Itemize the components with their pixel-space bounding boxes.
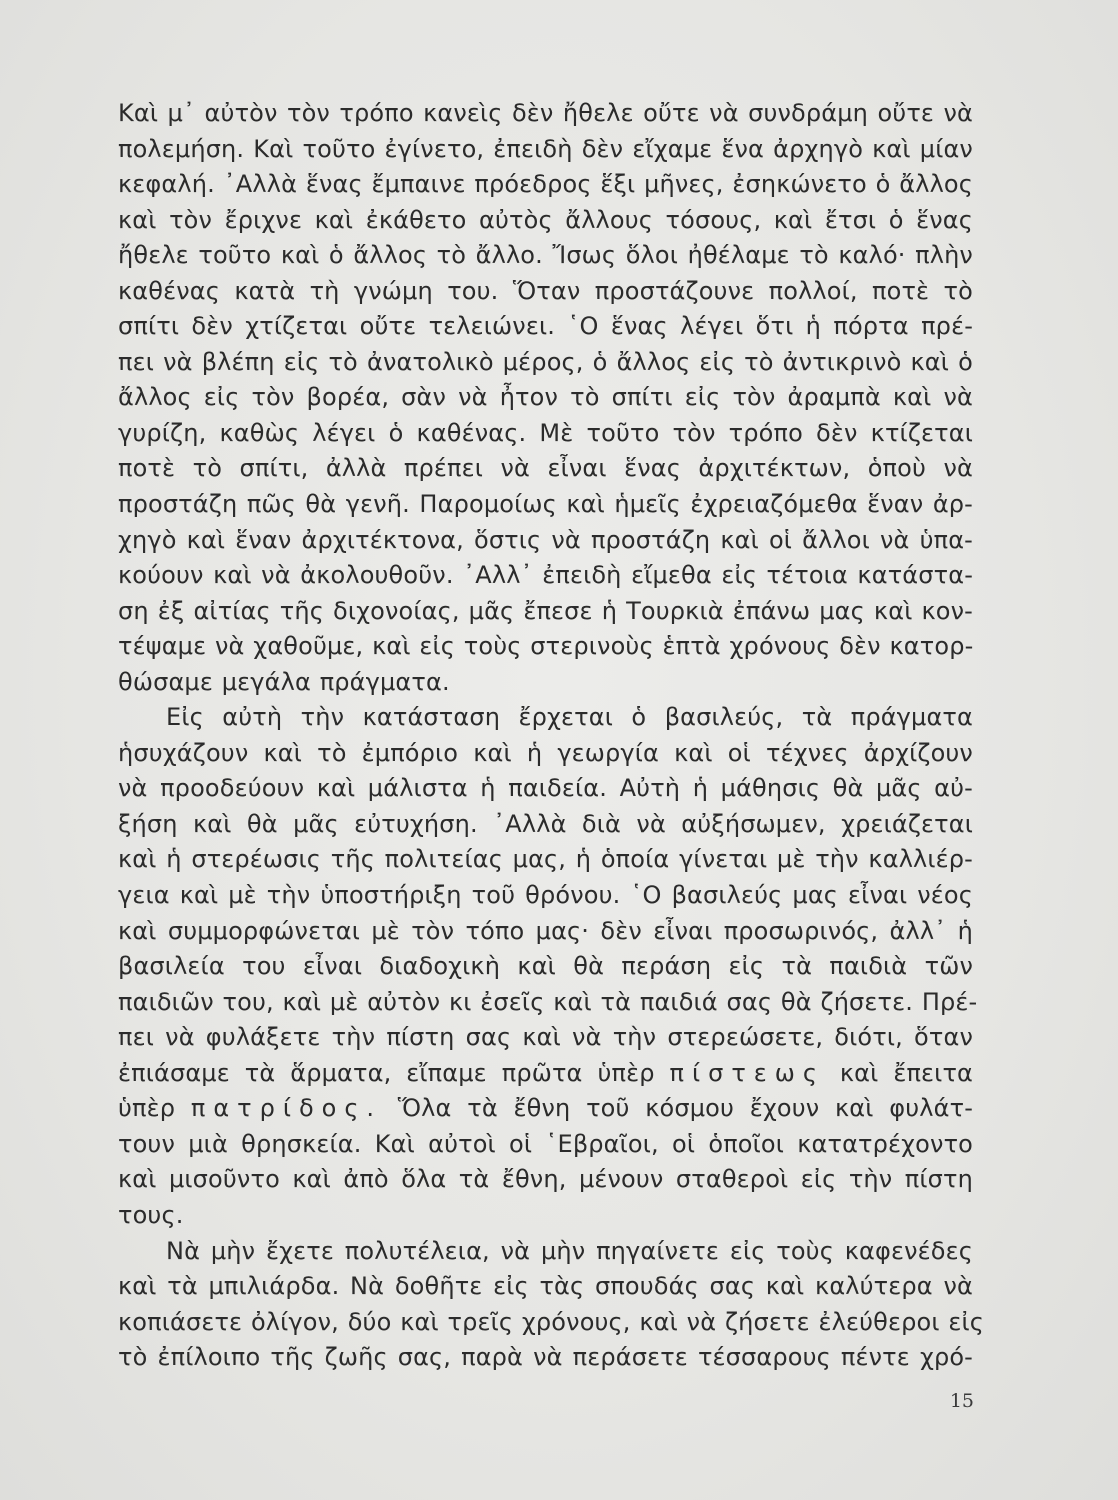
text-line: κούουν καὶ νὰ ἀκολουθοῦν. ᾽Αλλ᾽ ἐπειδὴ εἴμεθα εἰς τέτοια κατάστα- (118, 561, 973, 590)
text-line: καὶ τὸν ἔριχνε καὶ ἐκάθετο αὐτὸς ἄλλους τόσους, καὶ ἔτσι ὁ ἕνας (118, 205, 973, 234)
text-line: Καὶ μ᾽ αὐτὸν τὸν τρόπο κανεὶς δὲν ἤθελε οὔτε νὰ συνδράμη οὔτε νὰ (118, 99, 973, 127)
text-line: θώσαμε μεγάλα πράγματα. (118, 667, 450, 696)
text-line: πολεμήση. Καὶ τοῦτο ἐγίνετο, ἐπειδὴ δὲν εἴχαμε ἕνα ἀρχηγὸ καὶ μίαν (118, 134, 973, 163)
text-line-with-spaced-word (118, 1056, 973, 1092)
text-line: ἤθελε τοῦτο καὶ ὁ ἄλλος τὸ ἄλλο. Ἴσως ὅλοι ἠθέλαμε τὸ καλό· πλὴν (118, 241, 973, 270)
text-line: καὶ ἡ στερέωσις τῆς πολιτείας μας, ἡ ὁποία γίνεται μὲ τὴν καλλιέρ- (118, 845, 973, 874)
line-segment: ἐπιάσαμε τὰ ἅρματα, εἴπαμε πρῶτα ὑπὲρ (118, 1058, 655, 1087)
text-line-with-spaced-word (118, 1091, 973, 1127)
text-line: γυρίζη, καθὼς λέγει ὁ καθένας. Μὲ τοῦτο τὸν τρόπο δὲν κτίζεται (118, 418, 973, 447)
text-line: πει νὰ βλέπη εἰς τὸ ἀνατολικὸ μέρος, ὁ ἄλλος εἰς τὸ ἀντικρινὸ καὶ ὁ (118, 347, 973, 376)
text-line: ποτὲ τὸ σπίτι, ἀλλὰ πρέπει νὰ εἶναι ἕνας ἀρχιτέκτων, ὁποὺ νὰ (118, 454, 973, 483)
line-segment: Ὅλα τὰ ἔθνη τοῦ κόσμου ἔχουν καὶ φυλάτ- (397, 1094, 974, 1123)
paragraph-start-line: Εἰς αὐτὴ τὴν κατάσταση ἔρχεται ὁ βασιλεύς, τὰ πράγματα (166, 703, 973, 732)
text-line: σπίτι δὲν χτίζεται οὔτε τελειώνει. ῾Ο ἕνας λέγει ὅτι ἡ πόρτα πρέ- (118, 312, 973, 341)
spaced-emphasis-word: πατρίδος. (190, 1094, 383, 1123)
text-line: καὶ τὰ μπιλιάρδα. Νὰ δοθῆτε εἰς τὰς σπουδάς σας καὶ καλύτερα νὰ (118, 1272, 973, 1301)
text-line: βασιλεία του εἶναι διαδοχικὴ καὶ θὰ περάση εἰς τὰ παιδιὰ τῶν (118, 952, 973, 981)
text-line: τέψαμε νὰ χαθοῦμε, καὶ εἰς τοὺς στερινοὺς ἑπτὰ χρόνους δὲν κατορ- (118, 632, 974, 661)
line-segment: ὑπὲρ (118, 1094, 176, 1123)
text-line: ξήση καὶ θὰ μᾶς εὐτυχήση. ᾽Αλλὰ διὰ νὰ αὐξήσωμεν, χρειάζεται (118, 809, 973, 838)
text-line: κεφαλή. ᾽Αλλὰ ἕνας ἔμπαινε πρόεδρος ἕξι μῆνες, ἐσηκώνετο ὁ ἄλλος (118, 170, 973, 199)
text-line: πει νὰ φυλάξετε τὴν πίστη σας καὶ νὰ τὴν στερεώσετε, διότι, ὅταν (118, 1023, 973, 1052)
paragraph-start-line: Νὰ μὴν ἔχετε πολυτέλεια, νὰ μὴν πηγαίνετε εἰς τοὺς καφενέδες (166, 1236, 973, 1265)
text-line: καὶ μισοῦντο καὶ ἀπὸ ὅλα τὰ ἔθνη, μένουν σταθεροὶ εἰς τὴν πίστη (118, 1165, 973, 1194)
text-line: γεια καὶ μὲ τὴν ὑποστήριξη τοῦ θρόνου. ῾Ο βασιλεύς μας εἶναι νέος (118, 881, 973, 910)
text-line: ση ἐξ αἰτίας τῆς διχονοίας, μᾶς ἔπεσε ἡ Τουρκιὰ ἐπάνω μας καὶ κον- (118, 596, 973, 625)
line-segment: καὶ ἔπειτα (839, 1058, 974, 1087)
spaced-emphasis-word: πίστεως (669, 1058, 825, 1087)
text-line: ἄλλος εἰς τὸν βορέα, σὰν νὰ ἦτον τὸ σπίτι εἰς τὸν ἀραμπὰ καὶ νὰ (118, 383, 973, 412)
text-line: προστάζη πῶς θὰ γενῆ. Παρομοίως καὶ ἡμεῖς ἐχρειαζόμεθα ἕναν ἀρ- (118, 490, 973, 519)
text-line: κοπιάσετε ὀλίγον, δύο καὶ τρεῖς χρόνους, καὶ νὰ ζήσετε ἐλεύθεροι εἰς (118, 1307, 985, 1336)
text-line: χηγὸ καὶ ἕναν ἀρχιτέκτονα, ὅστις νὰ προστάζη καὶ οἱ ἄλλοι νὰ ὑπα- (118, 525, 973, 554)
text-line: τὸ ἐπίλοιπο τῆς ζωῆς σας, παρὰ νὰ περάσετε τέσσαρους πέντε χρό- (118, 1343, 973, 1372)
text-line: τουν μιὰ θρησκεία. Καὶ αὐτοὶ οἱ ῾Εβραῖοι, οἱ ὁποῖοι κατατρέχοντο (118, 1129, 973, 1158)
text-line: καθένας κατὰ τὴ γνώμη του. Ὅταν προστάζουνε πολλοί, ποτὲ τὸ (118, 276, 973, 305)
body-text (118, 96, 985, 1376)
text-line: νὰ προοδεύουν καὶ μάλιστα ἡ παιδεία. Αὐτὴ ἡ μάθησις θὰ μᾶς αὐ- (118, 774, 973, 803)
text-line: καὶ συμμορφώνεται μὲ τὸν τόπο μας· δὲν εἶναι προσωρινός, ἀλλ᾽ ἡ (118, 916, 973, 945)
text-line: τους. (118, 1200, 184, 1229)
page-number: 15 (949, 1390, 974, 1412)
text-line: ἡσυχάζουν καὶ τὸ ἐμπόριο καὶ ἡ γεωργία καὶ οἱ τέχνες ἀρχίζουν (118, 738, 973, 767)
text-line: παιδιῶν του, καὶ μὲ αὐτὸν κι ἐσεῖς καὶ τὰ παιδιά σας θὰ ζήσετε. Πρέ- (118, 987, 978, 1016)
